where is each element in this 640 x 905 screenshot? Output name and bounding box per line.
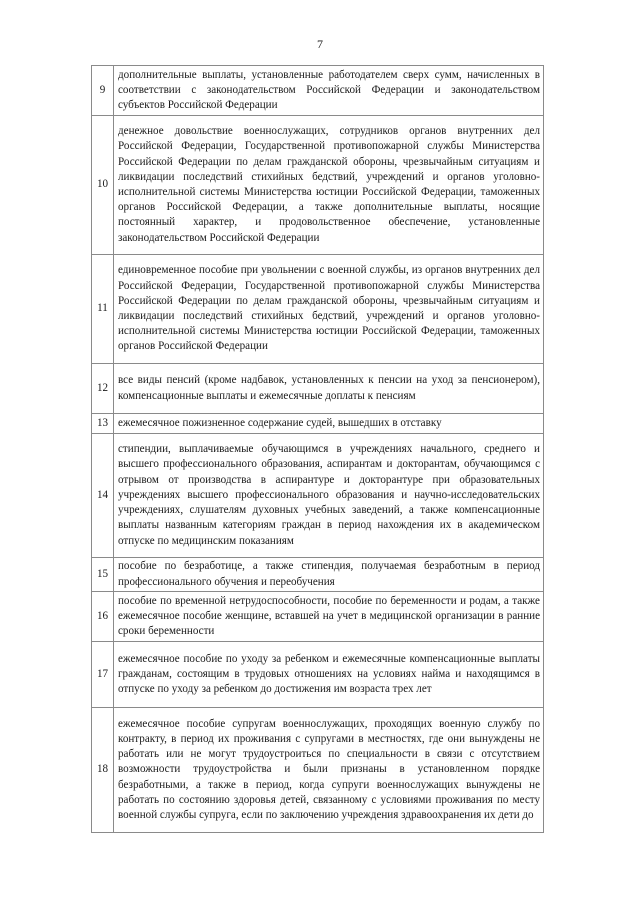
row-number: 16 <box>92 592 114 642</box>
row-number: 13 <box>92 414 114 434</box>
row-number: 10 <box>92 116 114 255</box>
income-types-table <box>91 65 544 833</box>
row-text: единовременное пособие при увольнении с военной службы, из органов внутренних дел Российской Федерации, Государственной противопожарной службы Министерства Российской Федерации по делам гражданской обороны, чрезвычайным ситуациям и ликвидации последствий стихийных бедствий, учреждений и органов уголовно-исполнительной системы Министерства юстиции Российской Федерации, таможенных органов Российской Федерации <box>114 255 544 364</box>
table-row <box>92 116 544 255</box>
page-number: 7 <box>317 37 323 51</box>
row-number: 14 <box>92 434 114 558</box>
table-row <box>92 66 544 116</box>
table-row <box>92 592 544 642</box>
row-number: 11 <box>92 255 114 364</box>
row-number: 18 <box>92 708 114 833</box>
table-row <box>92 364 544 414</box>
row-number: 17 <box>92 642 114 708</box>
table-row <box>92 708 544 833</box>
row-text: денежное довольствие военнослужащих, сотрудников органов внутренних дел Российской Федерации, Государственной противопожарной службы Министерства Российской Федерации по делам гражданской обороны, чрезвычайным ситуациям и ликвидации последствий стихийных бедствий, учреждений и органов уголовно-исполнительной системы Министерства юстиции Российской Федерации, таможенных органов Российской Федерации, а также дополнительные выплаты, носящие постоянный характер, и продовольственное обеспечение, установленные законодательством Российской Федерации <box>114 116 544 255</box>
row-text: все виды пенсий (кроме надбавок, установленных к пенсии на уход за пенсионером), компенсационные выплаты и ежемесячные доплаты к пенсиям <box>114 364 544 414</box>
row-number: 12 <box>92 364 114 414</box>
row-text: ежемесячное пособие супругам военнослужащих, проходящих военную службу по контракту, в период их проживания с супругами в местностях, где они вынуждены не работать или не могут трудоустроиться по специальности в связи с отсутствием возможности трудоустройства и были признаны в установленном порядке безработными, а также в период, когда супруги военнослужащих вынуждены не работать по состоянию здоровья детей, связанному с условиями проживания по месту военной службы супруга, если по заключению учреждения здравоохранения их дети до <box>114 708 544 833</box>
table-row <box>92 414 544 434</box>
row-number: 9 <box>92 66 114 116</box>
row-text: ежемесячное пожизненное содержание судей, вышедших в отставку <box>114 414 544 434</box>
row-text: пособие по безработице, а также стипендия, получаемая безработным в период профессионального обучения и переобучения <box>114 558 544 592</box>
row-number: 15 <box>92 558 114 592</box>
row-text: ежемесячное пособие по уходу за ребенком и ежемесячные компенсационные выплаты гражданам, состоящим в трудовых отношениях на условиях найма и находящимся в отпуске по уходу за ребенком до достижения им возраста трех лет <box>114 642 544 708</box>
row-text: стипендии, выплачиваемые обучающимся в учреждениях начального, среднего и высшего профессионального образования, аспирантам и докторантам, обучающимся с отрывом от производства в аспирантуре и докторантуре при образовательных учреждениях высшего профессионального образования и научно-исследовательских учреждениях, слушателям духовных учебных заведений, а также компенсационные выплаты названным категориям граждан в период нахождения их в академическом отпуске по медицинским показаниям <box>114 434 544 558</box>
table-row <box>92 255 544 364</box>
row-text: дополнительные выплаты, установленные работодателем сверх сумм, начисленных в соответствии с законодательством Российской Федерации и законодательством субъектов Российской Федерации <box>114 66 544 116</box>
table-row <box>92 434 544 558</box>
table-row <box>92 642 544 708</box>
table-row <box>92 558 544 592</box>
row-text: пособие по временной нетрудоспособности, пособие по беременности и родам, а также ежемесячное пособие женщине, вставшей на учет в медицинской организации в ранние сроки беременности <box>114 592 544 642</box>
